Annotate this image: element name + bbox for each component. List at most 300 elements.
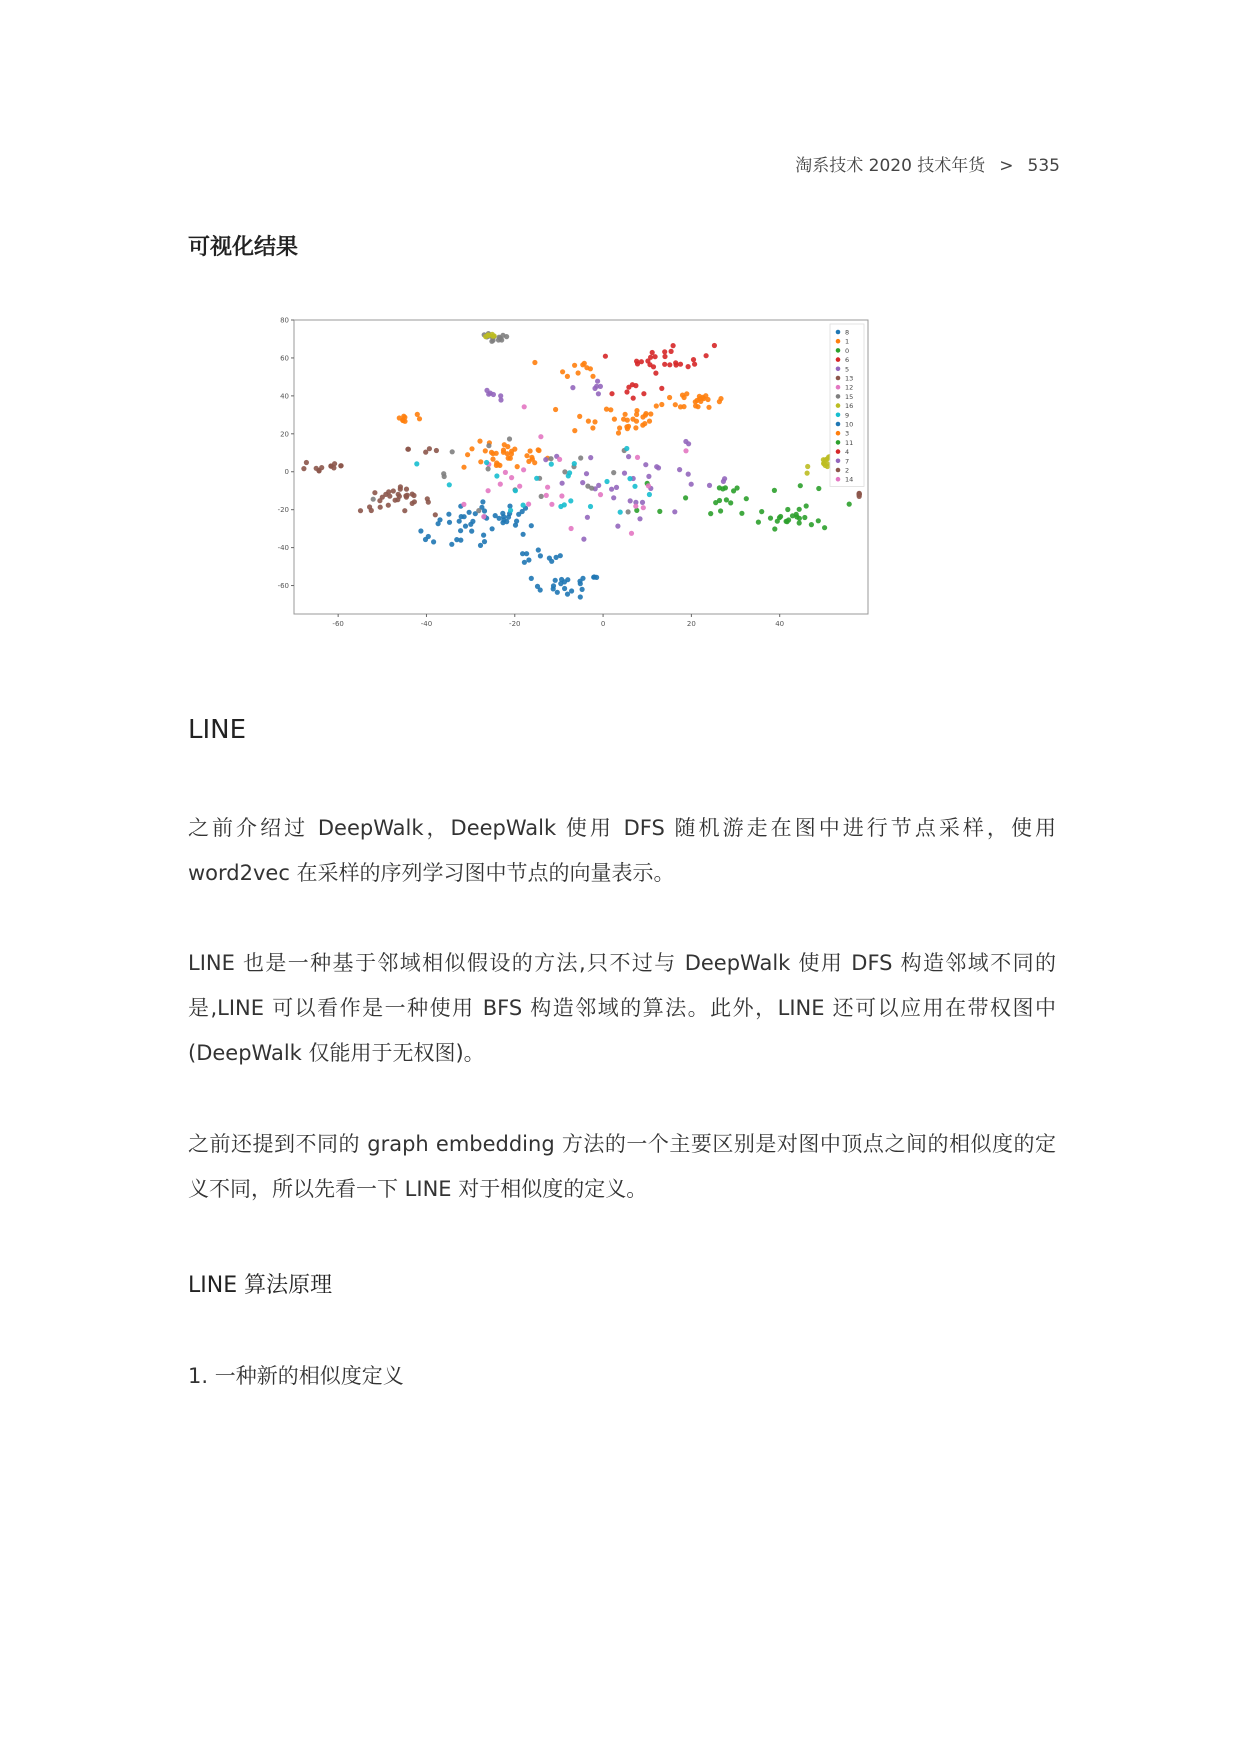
legend-label: 4 (845, 448, 850, 457)
scatter-point-9 (568, 498, 573, 503)
scatter-point-1 (497, 463, 502, 468)
scatter-point-8 (526, 557, 531, 562)
scatter-point-5 (543, 457, 548, 462)
scatter-point-12 (461, 502, 466, 507)
scatter-point-8 (538, 553, 543, 558)
scatter-point-5 (622, 471, 627, 476)
scatter-point-1 (705, 397, 710, 402)
scatter-point-6 (603, 354, 608, 359)
x-tick-label: -20 (509, 620, 521, 628)
scatter-point-0 (785, 507, 790, 512)
scatter-point-1 (608, 407, 613, 412)
y-tick-label: 0 (284, 468, 289, 477)
scatter-point-0 (778, 514, 783, 519)
scatter-point-13 (404, 487, 409, 492)
scatter-point-5 (686, 441, 691, 446)
scatter-point-12 (498, 482, 503, 487)
scatter-point-16 (805, 464, 810, 469)
scatter-point-6 (674, 362, 679, 367)
scatter-point-8 (580, 587, 585, 592)
scatter-point-8 (482, 539, 487, 544)
scatter-point-1 (616, 430, 621, 435)
scatter-point-1 (590, 425, 595, 430)
scatter-point-15 (548, 456, 553, 461)
scatter-point-1 (560, 369, 565, 374)
scatter-point-16 (486, 333, 491, 338)
scatter-point-8 (551, 583, 556, 588)
scatter-point-5 (486, 392, 491, 397)
scatter-point-13 (358, 508, 363, 513)
scatter-point-0 (708, 511, 713, 516)
scatter-point-12 (559, 493, 564, 498)
scatter-point-8 (480, 499, 485, 504)
scatter-point-5 (686, 472, 691, 477)
scatter-point-13 (391, 488, 396, 493)
scatter-point-6 (633, 383, 638, 388)
scatter-point-8 (529, 576, 534, 581)
scatter-point-0 (816, 486, 821, 491)
legend-label: 9 (845, 411, 850, 420)
scatter-point-13 (425, 496, 430, 501)
scatter-point-8 (468, 522, 473, 527)
scatter-point-0 (772, 526, 777, 531)
scatter-point-0 (717, 485, 722, 490)
scatter-point-1 (512, 447, 517, 452)
scatter-point-0 (809, 522, 814, 527)
scatter-point-0 (756, 520, 761, 525)
legend-marker (836, 357, 841, 362)
scatter-point-1 (402, 415, 407, 420)
scatter-point-6 (671, 343, 676, 348)
scatter-point-12 (646, 483, 651, 488)
legend-label: 12 (845, 383, 854, 392)
scatter-point-1 (506, 456, 511, 461)
paragraph-deepwalk-intro: 之前介绍过 DeepWalk，DeepWalk 使用 DFS 随机游走在图中进行节点采样，使用 word2vec 在采样的序列学习图中节点的向量表示。 (188, 816, 1056, 885)
legend-label: 7 (845, 457, 850, 466)
scatter-point-9 (508, 508, 513, 513)
scatter-point-12 (633, 504, 638, 509)
scatter-point-8 (555, 590, 560, 595)
scatter-point-1 (532, 360, 537, 365)
scatter-point-1 (553, 407, 558, 412)
scatter-point-15 (450, 449, 455, 454)
scatter-point-15 (562, 469, 567, 474)
scatter-point-6 (653, 354, 658, 359)
scatter-point-1 (576, 370, 581, 375)
scatter-point-8 (418, 528, 423, 533)
legend-label: 1 (845, 337, 850, 346)
scatter-point-1 (490, 451, 495, 456)
scatter-point-8 (558, 553, 563, 558)
scatter-point-6 (686, 364, 691, 369)
paragraph-similarity: 之前还提到不同的 graph embedding 方法的一个主要区别是对图中顶点之间的相似度的定义不同，所以先看一下 LINE 对于相似度的定义。 (188, 1132, 1056, 1201)
legend-marker (836, 403, 841, 408)
scatter-point-13 (304, 460, 309, 465)
tsne-scatter-figure (268, 310, 1058, 650)
scatter-point-12 (517, 484, 522, 489)
scatter-point-12 (503, 470, 508, 475)
scatter-point-5 (595, 379, 600, 384)
scatter-point-9 (604, 479, 609, 484)
legend-label: 3 (845, 429, 850, 438)
scatter-point-6 (641, 391, 646, 396)
legend-label: 0 (845, 346, 850, 355)
scatter-point-1 (528, 448, 533, 453)
legend-marker (836, 330, 841, 335)
scatter-point-1 (526, 459, 531, 464)
scatter-point-5 (592, 386, 597, 391)
scatter-point-6 (662, 354, 667, 359)
page-number: 535 (1027, 156, 1060, 176)
scatter-point-8 (454, 537, 459, 542)
header-separator: > (999, 156, 1014, 176)
scatter-point-1 (417, 416, 422, 421)
scatter-point-8 (459, 514, 464, 519)
legend-marker (836, 376, 841, 381)
scatter-point-5 (722, 476, 727, 481)
scatter-point-1 (592, 419, 597, 424)
scatter-point-12 (641, 505, 646, 510)
scatter-point-0 (822, 525, 827, 530)
scatter-point-1 (586, 419, 591, 424)
scatter-point-5 (689, 482, 694, 487)
scatter-point-9 (618, 510, 623, 515)
scatter-point-5 (584, 471, 589, 476)
scatter-point-8 (558, 581, 563, 586)
legend-label: 14 (845, 475, 854, 484)
scatter-point-13 (411, 493, 416, 498)
scatter-point-1 (469, 446, 474, 451)
scatter-point-1 (697, 396, 702, 401)
y-tick-label: 80 (280, 316, 289, 325)
legend-marker (836, 339, 841, 344)
scatter-point-1 (717, 399, 722, 404)
scatter-point-1 (478, 459, 483, 464)
scatter-point-6 (634, 359, 639, 364)
scatter-point-1 (706, 405, 711, 410)
scatter-point-1 (490, 457, 495, 462)
scatter-point-12 (683, 448, 688, 453)
scatter-point-8 (493, 513, 498, 518)
scatter-point-15 (486, 466, 491, 471)
scatter-point-0 (739, 511, 744, 516)
scatter-point-5 (637, 516, 642, 521)
scatter-point-16 (492, 333, 497, 338)
scatter-point-8 (463, 524, 468, 529)
scatter-point-12 (635, 455, 640, 460)
scatter-point-16 (805, 471, 810, 476)
scatter-point-6 (631, 396, 636, 401)
scatter-point-6 (653, 371, 658, 376)
legend-marker (836, 394, 841, 399)
scatter-point-9 (447, 482, 452, 487)
scatter-point-8 (449, 542, 454, 547)
legend-marker (836, 348, 841, 353)
scatter-point-6 (659, 386, 664, 391)
scatter-point-1 (483, 448, 488, 453)
scatter-point-12 (549, 502, 554, 507)
scatter-point-15 (489, 339, 494, 344)
scatter-point-8 (458, 528, 463, 533)
scatter-point-13 (378, 505, 383, 510)
scatter-point-5 (707, 483, 712, 488)
scatter-point-12 (522, 404, 527, 409)
scatter-point-5 (491, 392, 496, 397)
scatter-point-0 (786, 517, 791, 522)
scatter-point-12 (557, 457, 562, 462)
scatter-point-0 (775, 519, 780, 524)
scatter-point-0 (804, 503, 809, 508)
scatter-point-8 (522, 560, 527, 565)
scatter-point-8 (516, 512, 521, 517)
scatter-point-1 (532, 460, 537, 465)
scatter-point-15 (589, 486, 594, 491)
scatter-point-13 (328, 464, 333, 469)
legend-marker (836, 468, 841, 473)
scatter-point-13 (317, 468, 322, 473)
scatter-point-9 (632, 484, 637, 489)
scatter-point-8 (467, 510, 472, 515)
scatter-point-1 (695, 404, 700, 409)
scatter-point-1 (515, 464, 520, 469)
scatter-point-8 (553, 578, 558, 583)
scatter-point-1 (397, 415, 402, 420)
x-tick-label: -40 (420, 620, 433, 628)
scatter-point-12 (569, 526, 574, 531)
scatter-point-15 (626, 509, 631, 514)
scatter-point-1 (524, 453, 529, 458)
scatter-point-8 (506, 515, 511, 520)
scatter-point-0 (772, 488, 777, 493)
scatter-point-15 (371, 497, 376, 502)
scatter-point-13 (377, 498, 382, 503)
scatter-point-0 (744, 496, 749, 501)
scatter-point-6 (691, 357, 696, 362)
scatter-point-8 (569, 588, 574, 593)
scatter-point-0 (759, 509, 764, 514)
scatter-point-13 (398, 487, 403, 492)
scatter-point-9 (588, 504, 593, 509)
scatter-point-13 (427, 446, 432, 451)
scatter-point-1 (625, 418, 630, 423)
scatter-point-1 (682, 395, 687, 400)
scatter-point-12 (521, 467, 526, 472)
scatter-point-8 (437, 517, 442, 522)
heading-line-algorithm: LINE 算法原理 (188, 1273, 333, 1298)
scatter-point-1 (623, 412, 628, 417)
scatter-point-1 (633, 425, 638, 430)
scatter-point-0 (683, 495, 688, 500)
scatter-point-6 (647, 362, 652, 367)
scatter-point-8 (524, 551, 529, 556)
scatter-point-8 (469, 529, 474, 534)
scatter-point-16 (823, 457, 828, 462)
scatter-point-1 (617, 425, 622, 430)
scatter-point-8 (521, 532, 526, 537)
scatter-point-6 (626, 385, 631, 390)
heading-line: LINE (188, 715, 247, 745)
scatter-point-12 (526, 502, 531, 507)
scatter-point-1 (634, 412, 639, 417)
scatter-point-1 (648, 411, 653, 416)
scatter-point-1 (673, 402, 678, 407)
scatter-point-12 (544, 493, 549, 498)
legend-label: 16 (845, 402, 854, 411)
scatter-point-13 (387, 494, 392, 499)
scatter-point-12 (486, 488, 491, 493)
scatter-point-5 (646, 474, 651, 479)
scatter-point-8 (457, 519, 462, 524)
scatter-point-5 (570, 385, 575, 390)
scatter-point-1 (465, 452, 470, 457)
scatter-point-9 (624, 446, 629, 451)
scatter-point-0 (717, 498, 722, 503)
legend-label: 2 (845, 466, 850, 475)
scatter-point-5 (677, 467, 682, 472)
scatter-point-5 (609, 487, 614, 492)
scatter-point-0 (728, 500, 733, 505)
x-tick-label: 40 (775, 620, 785, 628)
scatter-point-12 (538, 434, 543, 439)
scatter-point-15 (486, 443, 491, 448)
scatter-point-8 (504, 519, 509, 524)
scatter-point-15 (539, 494, 544, 499)
scatter-point-8 (549, 559, 554, 564)
scatter-point-8 (578, 594, 583, 599)
scatter-point-8 (529, 523, 534, 528)
running-header (795, 151, 1060, 176)
scatter-point-0 (797, 507, 802, 512)
y-tick-label: 40 (280, 392, 289, 401)
scatter-point-8 (592, 574, 597, 579)
scatter-point-8 (562, 586, 567, 591)
scatter-point-0 (657, 509, 662, 514)
scatter-point-15 (507, 436, 512, 441)
scatter-point-5 (560, 481, 565, 486)
scatter-point-1 (415, 412, 420, 417)
scatter-point-1 (654, 403, 659, 408)
scatter-point-8 (538, 587, 543, 592)
scatter-point-9 (534, 476, 539, 481)
scatter-point-5 (581, 537, 586, 542)
scatter-point-6 (662, 362, 667, 367)
scatter-point-5 (614, 485, 619, 490)
scatter-point-5 (580, 480, 585, 485)
scatter-point-5 (626, 454, 631, 459)
scatter-point-15 (496, 337, 501, 342)
scatter-point-12 (545, 485, 550, 490)
scatter-point-13 (386, 503, 391, 508)
scatter-point-12 (598, 492, 603, 497)
scatter-point-5 (596, 391, 601, 396)
scatter-point-8 (513, 523, 518, 528)
scatter-point-0 (798, 483, 803, 488)
scatter-point-13 (412, 499, 417, 504)
scatter-point-6 (704, 353, 709, 358)
scatter-point-5 (611, 495, 616, 500)
scatter-point-9 (414, 461, 419, 466)
legend-marker (836, 422, 841, 427)
scatter-point-8 (490, 526, 495, 531)
legend-label: 6 (845, 356, 850, 365)
scatter-point-6 (712, 343, 717, 348)
scatter-point-0 (797, 520, 802, 525)
scatter-point-8 (536, 547, 541, 552)
scatter-point-8 (580, 576, 585, 581)
scatter-point-9 (567, 470, 572, 475)
scatter-point-0 (731, 488, 736, 493)
scatter-point-8 (431, 539, 436, 544)
scatter-point-6 (692, 362, 697, 367)
scatter-point-1 (582, 361, 587, 366)
y-tick-label: 20 (280, 430, 289, 439)
paragraph-line-bfs: LINE 也是一种基于邻域相似假设的方法,只不过与 DeepWalk 使用 DFS 构造邻域不同的是,LINE 可以看作是一种使用 BFS 构造邻域的算法。此外，LINE 还可以应用在带权图中(DeepWalk 仅能用于无权图)。 (188, 951, 1056, 1065)
scatter-point-13 (372, 490, 377, 495)
scatter-point-1 (572, 428, 577, 433)
scatter-point-1 (477, 439, 482, 444)
scatter-point-13 (301, 466, 306, 471)
x-tick-label: -60 (332, 620, 344, 628)
scatter-point-1 (630, 417, 635, 422)
scatter-point-1 (642, 421, 647, 426)
scatter-point-9 (513, 488, 518, 493)
scatter-point-5 (672, 509, 677, 514)
scatter-point-1 (536, 447, 541, 452)
scatter-point-0 (847, 502, 852, 507)
legend-label: 13 (845, 374, 854, 383)
scatter-point-6 (650, 350, 655, 355)
scatter-point-1 (501, 448, 506, 453)
scatter-point-0 (816, 518, 821, 523)
scatter-point-1 (659, 402, 664, 407)
scatter-point-8 (478, 543, 483, 548)
legend-marker (836, 431, 841, 436)
scatter-point-9 (627, 476, 632, 481)
scatter-point-9 (549, 462, 554, 467)
legend-label: 8 (845, 328, 850, 337)
scatter-point-5 (640, 500, 645, 505)
section-title-visualization: 可视化结果 (188, 235, 299, 260)
legend-marker (836, 385, 841, 390)
y-tick-label: 60 (280, 354, 289, 363)
scatter-point-1 (626, 424, 631, 429)
scatter-point-13 (393, 498, 398, 503)
scatter-point-13 (402, 508, 407, 513)
scatter-point-6 (624, 389, 629, 394)
scatter-point-5 (498, 393, 503, 398)
scatter-point-1 (612, 417, 617, 422)
scatter-point-0 (718, 508, 723, 513)
scatter-point-8 (565, 592, 570, 597)
scatter-point-1 (572, 363, 577, 368)
legend-label: 10 (845, 420, 854, 429)
scatter-point-9 (558, 504, 563, 509)
list-item-similarity-definition: 1. 一种新的相似度定义 (188, 1364, 404, 1388)
legend-marker (836, 413, 841, 418)
scatter-point-13 (396, 492, 401, 497)
legend-marker (836, 449, 841, 454)
x-tick-label: 0 (600, 620, 606, 628)
scatter-point-9 (484, 460, 489, 465)
scatter-point-6 (609, 391, 614, 396)
y-tick-label: -20 (277, 506, 289, 515)
scatter-point-5 (598, 384, 603, 389)
scatter-point-1 (667, 395, 672, 400)
legend-marker (836, 440, 841, 445)
legend-marker (836, 367, 841, 372)
x-tick-label: 20 (686, 620, 696, 628)
scatter-point-1 (643, 413, 648, 418)
